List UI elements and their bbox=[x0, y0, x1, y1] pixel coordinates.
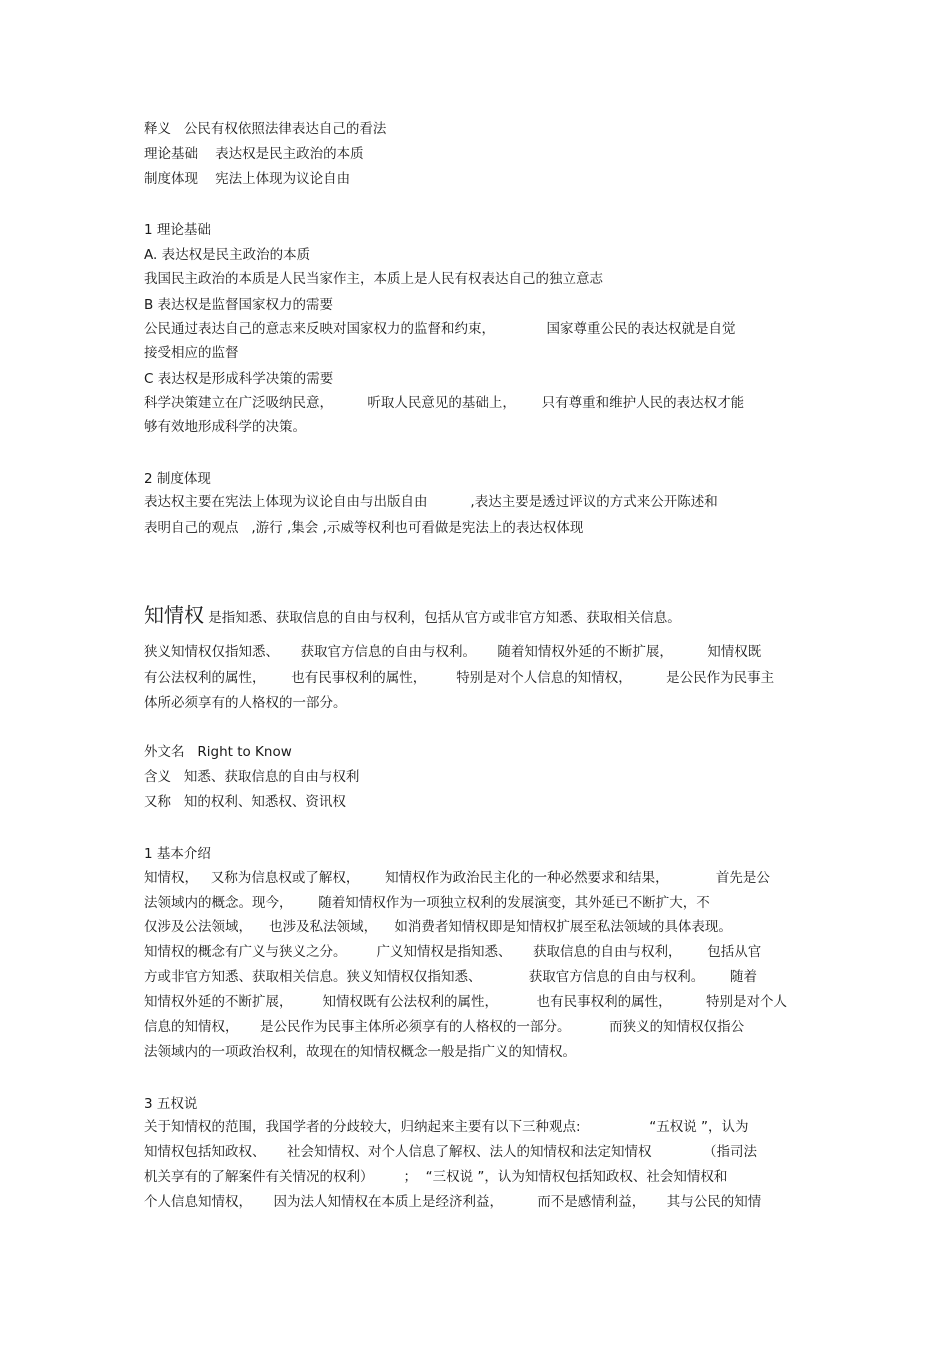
basic-line-7: 信息的知情权， 是公民作为民事主体所必须享有的人格权的一部分。 而狭义的知情权仅指公 bbox=[144, 1019, 745, 1035]
basic-line-4: 知情权的概念有广义与狭义之分。 广义知情权是指知悉、 获取信息的自由与权利， 包括从官 bbox=[144, 944, 762, 960]
summary-foreign-name: 外文名 Right to Know bbox=[144, 744, 292, 760]
section-system-heading: 2 制度体现 bbox=[144, 471, 211, 487]
right-to-know-definition bbox=[144, 603, 681, 627]
theory-c-title: C 表达权是形成科学决策的需要 bbox=[144, 371, 334, 387]
summary-meaning: 释义 公民有权依照法律表达自己的看法 bbox=[144, 121, 387, 137]
theory-c-text-2: 够有效地形成科学的决策。 bbox=[144, 419, 306, 435]
summary-system-embodiment: 制度体现 宪法上体现为议论自由 bbox=[144, 171, 351, 187]
basic-line-3: 仅涉及公法领域， 也涉及私法领域， 如消费者知情权即是知情权扩展至私法领域的具体表现。 bbox=[144, 919, 732, 935]
right-to-know-term: 知情权 bbox=[144, 603, 204, 627]
summary-theory-basis: 理论基础 表达权是民主政治的本质 bbox=[144, 146, 364, 162]
basic-line-1: 知情权， 又称为信息权或了解权， 知情权作为政治民主化的一种必然要求和结果， 首先是公 bbox=[144, 870, 770, 886]
section-basic-heading: 1 基本介绍 bbox=[144, 846, 211, 862]
right-to-know-para-2: 有公法权利的属性， 也有民事权利的属性， 特别是对个人信息的知情权， 是公民作为民事主 bbox=[144, 670, 775, 686]
five-line-4: 个人信息知情权， 因为法人知情权在本质上是经济利益， 而不是感情利益， 其与公民的知情 bbox=[144, 1194, 762, 1210]
right-to-know-definition-text: 是指知悉、获取信息的自由与权利，包括从官方或非官方知悉、获取相关信息。 bbox=[204, 610, 681, 626]
five-line-3: 机关享有的了解案件有关情况的权利） ； “三权说 ”，认为知情权包括知政权、社会知情权和 bbox=[144, 1169, 728, 1185]
theory-a-text: 我国民主政治的本质是人民当家作主，本质上是人民有权表达自己的独立意志 bbox=[144, 271, 603, 287]
system-text-2: 表明自己的观点 ,游行 ,集会 ,示威等权利也可看做是宪法上的表达权体现 bbox=[144, 520, 584, 536]
system-text-1: 表达权主要在宪法上体现为议论自由与出版自由 ,表达主要是透过评议的方式来公开陈述和 bbox=[144, 494, 718, 510]
basic-line-5: 方或非官方知悉、获取相关信息。狭义知情权仅指知悉、 获取官方信息的自由与权利。 随着 bbox=[144, 969, 757, 985]
right-to-know-para-3: 体所必须享有的人格权的一部分。 bbox=[144, 695, 347, 711]
theory-a-title: A. 表达权是民主政治的本质 bbox=[144, 247, 311, 263]
section-theory-heading: 1 理论基础 bbox=[144, 222, 211, 238]
five-line-1: 关于知情权的范围，我国学者的分歧较大，归纳起来主要有以下三种观点: “五权说 ”，认为 bbox=[144, 1119, 749, 1135]
basic-line-6: 知情权外延的不断扩展， 知情权既有公法权利的属性， 也有民事权利的属性， 特别是对个人 bbox=[144, 994, 787, 1010]
section-five-heading: 3 五权说 bbox=[144, 1096, 198, 1112]
summary-meaning-2: 含义 知悉、获取信息的自由与权利 bbox=[144, 769, 360, 785]
summary-alias: 又称 知的权利、知悉权、资讯权 bbox=[144, 794, 346, 810]
theory-b-title: B 表达权是监督国家权力的需要 bbox=[144, 297, 334, 313]
five-line-2: 知情权包括知政权、 社会知情权、对个人信息了解权、法人的知情权和法定知情权 （指司法 bbox=[144, 1144, 757, 1160]
theory-b-text-2: 接受相应的监督 bbox=[144, 345, 239, 361]
theory-c-text-1: 科学决策建立在广泛吸纳民意， 听取人民意见的基础上， 只有尊重和维护人民的表达权才能 bbox=[144, 395, 745, 411]
right-to-know-para-1: 狭义知情权仅指知悉、 获取官方信息的自由与权利。 随着知情权外延的不断扩展， 知情权既 bbox=[144, 644, 762, 660]
basic-line-8: 法领域内的一项政治权利，故现在的知情权概念一般是指广义的知情权。 bbox=[144, 1044, 576, 1060]
basic-line-2: 法领域内的概念。现今， 随着知情权作为一项独立权利的发展演变，其外延已不断扩大，不 bbox=[144, 895, 710, 911]
theory-b-text-1: 公民通过表达自己的意志来反映对国家权力的监督和约束， 国家尊重公民的表达权就是自觉 bbox=[144, 321, 736, 337]
